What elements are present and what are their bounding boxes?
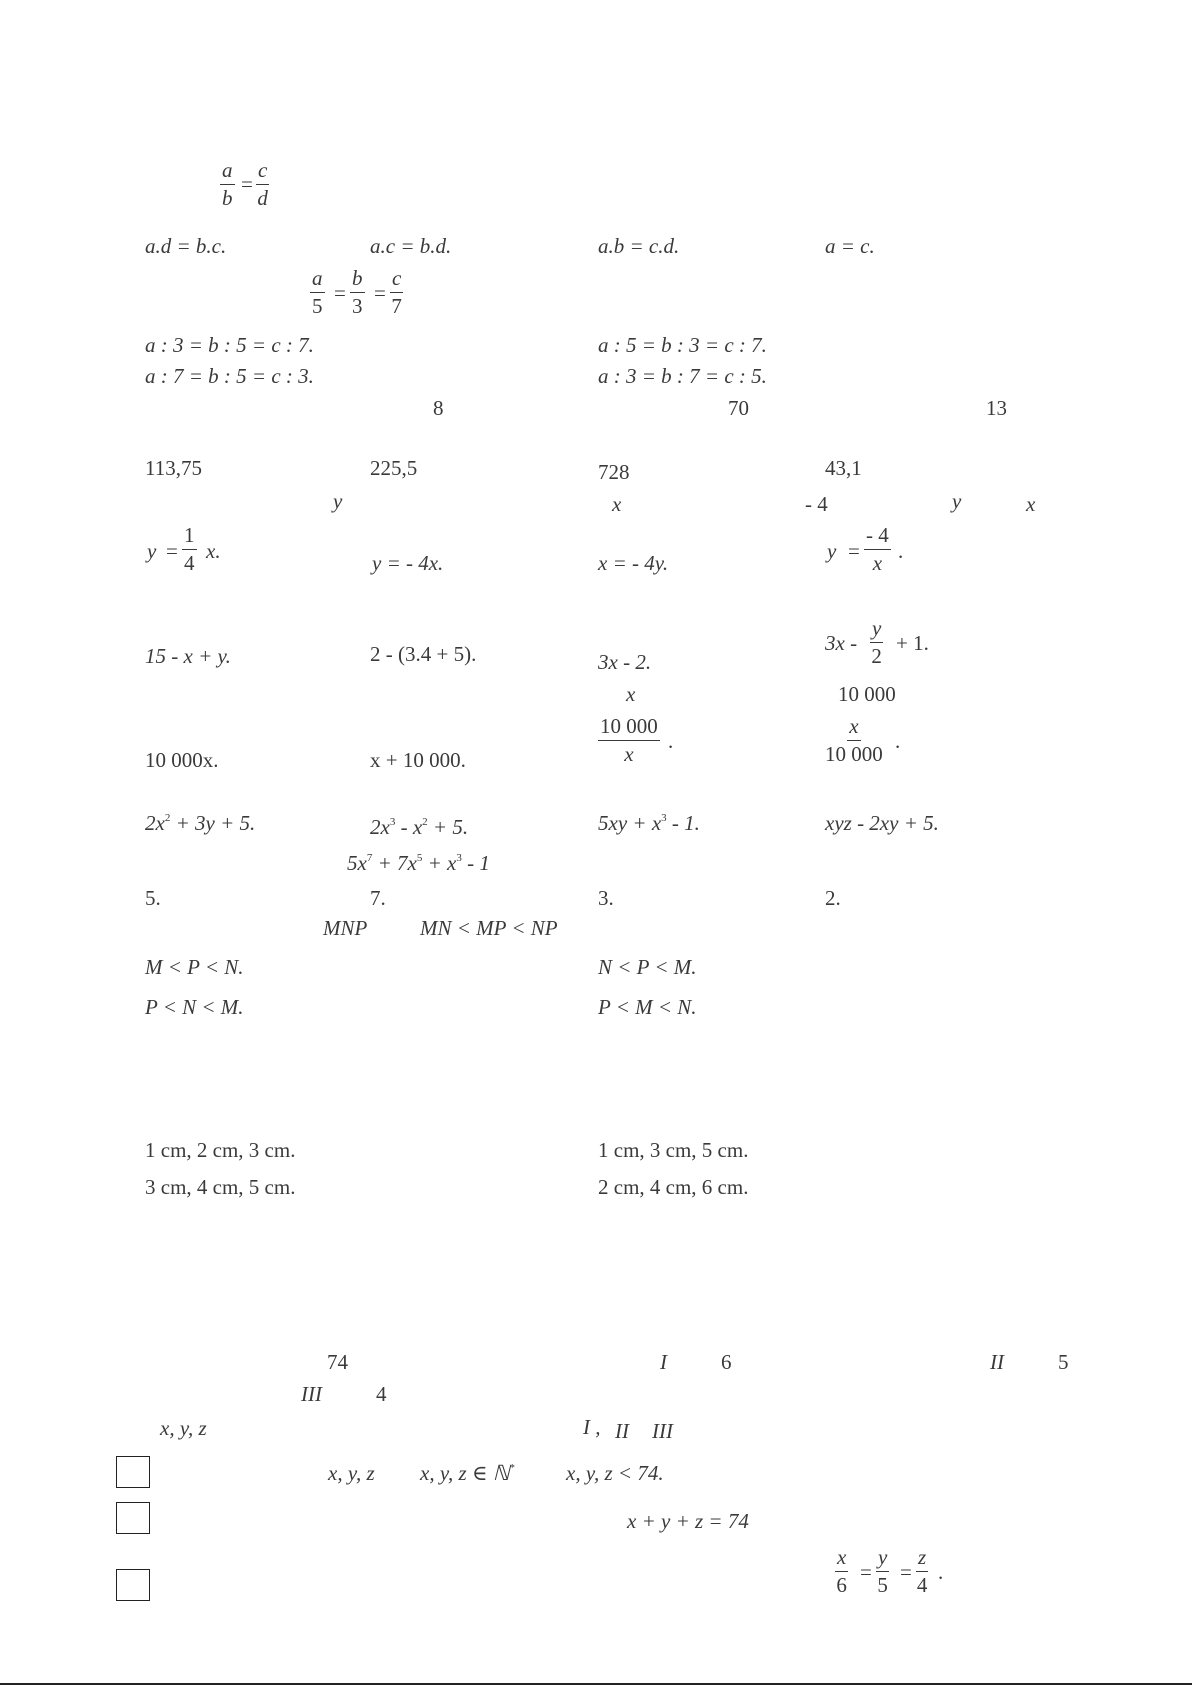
step1-variables: x, y, z bbox=[328, 1461, 375, 1485]
q4-option-d-y[interactable]: y bbox=[827, 539, 837, 563]
step3-fraction-z: $\frac{z}{4}$ bbox=[916, 1545, 928, 1597]
q6-option-c-tail: . bbox=[668, 729, 674, 753]
step1-bound: x, y, z < 74. bbox=[566, 1461, 664, 1485]
q7-option-b[interactable]: $2x^3 - x^2 + 5$. bbox=[370, 815, 469, 839]
q4-coefficient: - 4 bbox=[805, 492, 828, 516]
q4-variable: x bbox=[1026, 492, 1036, 516]
q1-option-d[interactable]: a = c. bbox=[825, 234, 875, 258]
q6-option-c-fraction[interactable]: $\frac{10 000}{x}$ bbox=[600, 714, 658, 766]
q5-option-a[interactable]: 15 - x + y. bbox=[145, 644, 231, 668]
q2-option-c[interactable]: a : 7 = b : 5 = c : 3. bbox=[145, 364, 314, 388]
q4-option-b[interactable]: y = - 4x. bbox=[372, 551, 444, 575]
q5-option-d-pre[interactable]: 3x - bbox=[825, 631, 858, 655]
q6-number: 10 000 bbox=[838, 682, 896, 706]
q10-option-a[interactable]: 1 cm, 2 cm, 3 cm. bbox=[145, 1138, 296, 1162]
q1-option-b[interactable]: a.c = b.d. bbox=[370, 234, 452, 258]
given-fraction-c7: $\frac{c}{7}$ bbox=[391, 266, 402, 318]
step3-tail: . bbox=[938, 1560, 944, 1584]
problem-class-label: II bbox=[990, 1350, 1004, 1374]
given-fraction-cd: $\frac{c}{d}$ bbox=[257, 158, 268, 210]
q4-option-d-tail: . bbox=[898, 539, 904, 563]
q3-option-a[interactable]: 113,75 bbox=[145, 456, 202, 480]
problem-class-label: I bbox=[660, 1350, 667, 1374]
q5-option-c[interactable]: 3x - 2. bbox=[598, 650, 652, 674]
q4-option-d-fraction[interactable]: $\frac{- 4}{x}$ bbox=[866, 523, 889, 575]
q4-option-a-fraction[interactable]: $\frac{1}{4}$ bbox=[184, 523, 195, 575]
q6-option-d-tail: . bbox=[895, 729, 901, 753]
q6-option-a[interactable]: 10 000x. bbox=[145, 748, 219, 772]
q9-option-d[interactable]: P < M < N. bbox=[598, 995, 697, 1019]
step-checkbox-3[interactable] bbox=[116, 1569, 150, 1601]
given-fraction-a5: $\frac{a}{5}$ bbox=[312, 266, 323, 318]
q9-option-a[interactable]: M < P < N. bbox=[145, 955, 244, 979]
given-fraction-b3: $\frac{b}{3}$ bbox=[352, 266, 363, 318]
q9-option-c[interactable]: P < N < M. bbox=[145, 995, 244, 1019]
equals-sign: = bbox=[241, 172, 253, 196]
q3-number: 13 bbox=[986, 396, 1007, 420]
step3-fraction-x: $\frac{x}{6}$ bbox=[836, 1545, 847, 1597]
q9-relation: MN < MP < NP bbox=[420, 916, 558, 940]
q10-option-b[interactable]: 1 cm, 3 cm, 5 cm. bbox=[598, 1138, 749, 1162]
problem-class-list: II bbox=[615, 1419, 629, 1443]
q2-option-a[interactable]: a : 3 = b : 5 = c : 7. bbox=[145, 333, 314, 357]
q10-option-c[interactable]: 3 cm, 4 cm, 5 cm. bbox=[145, 1175, 296, 1199]
given-fraction-ab: $\frac{a}{b}$ bbox=[222, 158, 233, 210]
q5-option-d-tail: + 1. bbox=[896, 631, 929, 655]
q2-option-d[interactable]: a : 3 = b : 7 = c : 5. bbox=[598, 364, 767, 388]
q3-option-d[interactable]: 43,1 bbox=[825, 456, 862, 480]
q4-option-a-x[interactable]: x. bbox=[206, 539, 221, 563]
q3-number: 8 bbox=[433, 396, 444, 420]
q3-number: 70 bbox=[728, 396, 749, 420]
problem-class-count: 4 bbox=[376, 1382, 387, 1406]
equals-sign: = bbox=[374, 281, 386, 305]
q5-option-d-fraction[interactable]: $\frac{y}{2}$ bbox=[871, 616, 882, 668]
equals-sign: = bbox=[166, 539, 178, 563]
q10-option-d[interactable]: 2 cm, 4 cm, 6 cm. bbox=[598, 1175, 749, 1199]
q7-option-d[interactable]: xyz - 2xy + 5. bbox=[825, 811, 939, 835]
q4-option-a-y[interactable]: y bbox=[147, 539, 157, 563]
q6-variable: x bbox=[626, 682, 636, 706]
equals-sign: = bbox=[848, 539, 860, 563]
step-checkbox-1[interactable] bbox=[116, 1456, 150, 1488]
q3-option-c[interactable]: 728 bbox=[598, 460, 630, 484]
q3-option-b[interactable]: 225,5 bbox=[370, 456, 418, 480]
q9-triangle: MNP bbox=[323, 916, 368, 940]
problem-class-list: I , bbox=[583, 1415, 601, 1439]
q9-option-b[interactable]: N < P < M. bbox=[598, 955, 697, 979]
problem-total: 74 bbox=[327, 1350, 348, 1374]
q4-variable: y bbox=[333, 489, 343, 513]
q4-variable: x bbox=[612, 492, 622, 516]
q8-option-c[interactable]: 3. bbox=[598, 886, 614, 910]
problem-class-count: 6 bbox=[721, 1350, 732, 1374]
q8-polynomial: $5x^7 + 7x^5 + x^3 - 1$ bbox=[347, 851, 490, 875]
q6-option-b[interactable]: x + 10 000. bbox=[370, 748, 466, 772]
step1-domain: x, y, z ∈ ℕ* bbox=[420, 1461, 516, 1485]
q6-option-d-fraction[interactable]: $\frac{x}{10 000}$ bbox=[825, 714, 883, 766]
equals-sign: = bbox=[860, 1560, 872, 1584]
problem-class-label: III bbox=[301, 1382, 322, 1406]
problem-class-count: 5 bbox=[1058, 1350, 1069, 1374]
q8-option-d[interactable]: 2. bbox=[825, 886, 841, 910]
q8-option-b[interactable]: 7. bbox=[370, 886, 386, 910]
equals-sign: = bbox=[334, 281, 346, 305]
equals-sign: = bbox=[900, 1560, 912, 1584]
step-checkbox-2[interactable] bbox=[116, 1502, 150, 1534]
q7-option-a[interactable]: $2x^2 + 3y + 5$. bbox=[145, 811, 256, 835]
problem-class-list: III bbox=[652, 1419, 673, 1443]
q4-option-c[interactable]: x = - 4y. bbox=[598, 551, 669, 575]
q4-variable: y bbox=[952, 489, 962, 513]
q2-option-b[interactable]: a : 5 = b : 3 = c : 7. bbox=[598, 333, 767, 357]
step3-fraction-y: $\frac{y}{5}$ bbox=[877, 1545, 888, 1597]
q7-option-c[interactable]: $5xy + x^3 - 1$. bbox=[598, 811, 700, 835]
q1-option-a[interactable]: a.d = b.c. bbox=[145, 234, 227, 258]
step2-equation: x + y + z = 74 bbox=[627, 1509, 749, 1533]
q1-option-c[interactable]: a.b = c.d. bbox=[598, 234, 680, 258]
q8-option-a[interactable]: 5. bbox=[145, 886, 161, 910]
problem-variables: x, y, z bbox=[160, 1416, 207, 1440]
q5-option-b[interactable]: 2 - (3.4 + 5). bbox=[370, 642, 477, 666]
